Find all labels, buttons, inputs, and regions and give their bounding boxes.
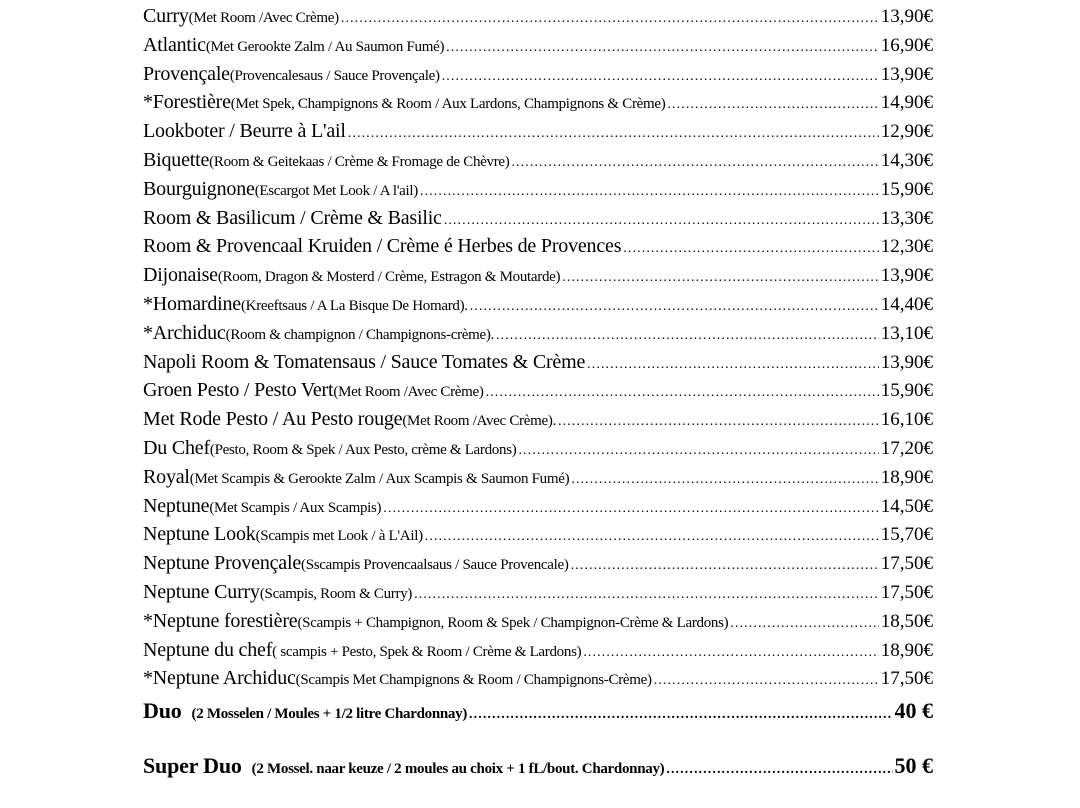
dot-leader [667,91,878,120]
menu-item [143,376,933,405]
item-description: (Provencalesaus / Sauce Provençale) [229,67,440,84]
item-name: Neptune Curry [143,580,260,603]
item-description: (Room, Dragon & Mosterd / Crème, Estragon & Moutarde) [217,269,561,286]
super-duo-price: 50 € [894,752,933,778]
menu-item [143,31,933,60]
dot-leader [442,63,879,92]
dot-leader [518,437,878,466]
menu-item [143,60,933,89]
dot-leader [383,495,879,524]
dot-leader [486,379,879,408]
menu-item [143,88,933,117]
item-name: *Neptune Archiduc [143,667,296,690]
item-name: Bourguignone [143,177,255,200]
item-description: (Pesto, Room & Spek / Aux Pesto, crème & Lardons) [209,441,517,458]
menu-item [143,405,933,434]
menu-item [143,146,933,175]
menu-item [143,492,933,521]
dot-leader [470,293,879,322]
item-price: 13,90€ [880,351,933,373]
dot-leader [420,178,879,207]
dot-leader [587,351,879,380]
dot-leader [446,34,879,63]
menu-item [143,664,933,693]
dot-leader [341,5,879,34]
item-name: Neptune du chef [143,638,273,661]
super-duo-name: Super Duo [143,752,242,778]
item-price: 15,90€ [880,178,933,200]
duo-offer [143,697,933,726]
item-name: *Forestière [143,91,231,114]
item-name: Biquette [143,148,210,171]
item-price: 12,90€ [880,121,933,143]
item-name: Neptune Provençale [143,552,302,575]
item-description: (Met Room /Avec Crème) [333,384,484,401]
item-price: 14,30€ [880,149,933,171]
item-description: (Sscampis Provencaalsaus / Sauce Provencale) [301,557,569,574]
menu-item [143,463,933,492]
dot-leader [469,701,892,730]
item-price: 16,10€ [880,409,933,431]
dot-leader [654,667,879,696]
menu-item [143,319,933,348]
dot-leader [496,322,879,351]
item-price: 17,50€ [880,553,933,575]
item-price: 15,70€ [880,524,933,546]
menu-item [143,2,933,31]
item-description: (Met Room /Avec Crème) [188,10,339,26]
item-price: 18,50€ [880,610,933,632]
item-description: (Room & Geitekaas / Crème & Fromage de Chèvre) [209,153,510,170]
item-description: (Escargot Met Look / A l'ail) [254,182,418,199]
item-price: 13,10€ [880,322,933,344]
item-name: *Neptune forestière [143,609,298,632]
dot-leader [511,149,878,178]
item-price: 15,90€ [880,380,933,402]
item-name: Met Rode Pesto / Au Pesto rouge [143,408,403,431]
item-price: 18,90€ [880,466,933,488]
item-description: (Kreeftsaus / A La Bisque De Homard). [240,297,468,314]
item-description: ( scampis + Pesto, Spek & Room / Crème & Lardons) [272,643,582,660]
item-price: 17,20€ [880,437,933,459]
item-description: (Scampis + Champignon, Room & Spek / Champignon-Crème & Lardons) [297,614,729,631]
menu-item [143,348,933,377]
item-price: 13,30€ [880,207,933,229]
menu-item [143,607,933,636]
duo-description: (2 Mosselen / Moules + 1/2 litre Chardonnay) [191,706,468,723]
item-description: (Scampis Met Champignons & Room / Champignons-Crème) [295,672,652,689]
menu-item [143,549,933,578]
menu-item [143,117,933,146]
duo-price: 40 € [894,698,933,724]
menu-item [143,578,933,607]
item-name: Provençale [143,62,230,85]
item-name: Neptune [143,494,210,517]
item-name: Royal [143,465,190,488]
item-name: *Archiduc [143,321,226,344]
item-price: 13,90€ [880,6,933,27]
item-name: Curry [143,5,189,27]
item-description: (Met Gerookte Zalm / Au Saumon Fumé) [205,38,445,55]
item-price: 12,30€ [880,236,933,258]
item-price: 18,90€ [880,639,933,661]
item-price: 17,50€ [880,581,933,603]
item-name: Groen Pesto / Pesto Vert [143,379,334,402]
menu-item [143,232,933,261]
item-name: Du Chef [143,436,210,459]
item-name: Atlantic [143,33,206,56]
duo-name: Duo [143,698,182,724]
dot-leader [562,264,879,293]
dot-leader [623,235,878,264]
item-name: Room & Provencaal Kruiden / Crème é Herbes de Provences [143,235,622,258]
item-description: (Met Scampis & Gerookte Zalm / Aux Scampis & Saumon Fumé) [189,470,570,487]
item-description: (Met Scampis / Aux Scampis) [209,499,382,516]
menu-item [143,261,933,290]
menu-item [143,175,933,204]
item-price: 14,40€ [880,293,933,315]
menu-item [143,520,933,549]
menu-item [143,434,933,463]
dot-leader [583,639,878,668]
dot-leader [414,581,879,610]
super-duo-description: (2 Mossel. naar keuze / 2 moules au choix + 1 fL/bout. Chardonnay) [251,760,665,777]
item-price: 14,90€ [880,92,933,114]
dot-leader [730,610,878,639]
dot-leader [348,120,879,149]
item-price: 13,90€ [880,63,933,85]
dot-leader [571,466,878,495]
item-price: 14,50€ [880,495,933,517]
item-name: Lookboter / Beurre à L'ail [143,120,346,143]
item-name: Neptune Look [143,523,256,546]
item-description: (Scampis met Look / à L'Ail) [255,528,423,545]
dot-leader [444,207,879,236]
dot-leader [425,523,879,552]
dot-leader [571,552,879,581]
dot-leader [666,756,892,785]
item-name: Napoli Room & Tomatensaus / Sauce Tomates & Crème [143,350,586,373]
item-name: Dijonaise [143,264,218,287]
item-name: Room & Basilicum / Crème & Basilic [143,206,442,229]
item-description: (Room & champignon / Champignons-crème). [225,326,494,343]
item-description: (Scampis, Room & Curry) [259,585,413,602]
dot-leader [558,408,879,437]
menu-item [143,204,933,233]
item-name: *Homardine [143,292,241,315]
item-price: 13,90€ [880,265,933,287]
item-description: (Met Spek, Champignons & Room / Aux Lardons, Champignons & Crème) [230,96,666,113]
item-description: (Met Room /Avec Crème). [402,413,556,430]
item-price: 16,90€ [880,34,933,56]
super-duo-offer [143,752,933,781]
menu-item [143,290,933,319]
menu-item [143,636,933,665]
item-price: 17,50€ [880,668,933,690]
menu-list [143,2,933,781]
